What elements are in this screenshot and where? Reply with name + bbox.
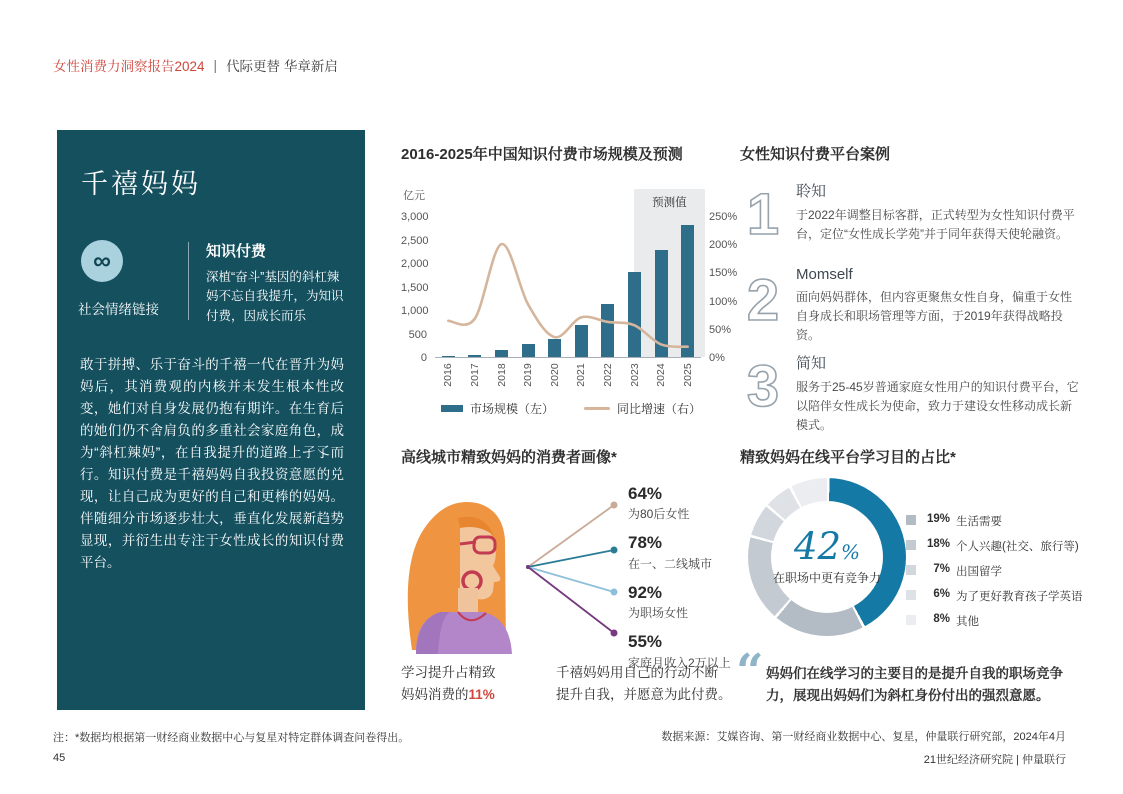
fact-item xyxy=(628,583,731,621)
fact-item xyxy=(628,484,731,522)
legend-row xyxy=(906,613,1083,629)
page-number: 45 xyxy=(53,752,66,764)
right-axis-tick: 250% xyxy=(709,211,738,223)
right-axis-tick: 150% xyxy=(709,267,738,280)
learning-purpose-donut xyxy=(748,478,906,636)
legend-swatch xyxy=(906,615,916,625)
x-axis-label: 2018 xyxy=(495,363,508,387)
x-axis-label: 2025 xyxy=(681,363,694,387)
fact-label: 为80后女性 xyxy=(628,507,690,522)
note-line: 提升自我，并愿意为此付费。 xyxy=(556,686,732,702)
legend-item-line xyxy=(584,400,701,417)
fact-value: 55% xyxy=(628,632,663,652)
profile-facts xyxy=(628,484,731,682)
consumption-note xyxy=(401,662,496,705)
left-axis-tick: 500 xyxy=(408,328,427,341)
case-name: Momself xyxy=(796,266,853,283)
legend-row xyxy=(906,513,1083,529)
persona-icon-label: 社会情绪链接 xyxy=(78,302,159,317)
y-axis-unit: 亿元 xyxy=(403,190,425,202)
case-description: 于2022年调整目标客群，正式转型为女性知识付费平台，定位“女性成长学苑”并于同年获得天使轮融资。 xyxy=(796,208,1075,242)
line-swatch xyxy=(584,407,610,410)
fact-label: 在一、二线城市 xyxy=(628,556,713,571)
legend-swatch xyxy=(906,590,916,600)
legend-label: 为了更好教育孩子学英语 xyxy=(956,591,1083,603)
market-size-chart xyxy=(401,185,738,430)
legend-swatch xyxy=(906,540,916,550)
donut-center-value: 42% xyxy=(793,525,861,568)
topic-title: 知识付费 xyxy=(206,243,267,260)
data-source: 数据来源：艾媒咨询、第一财经商业数据中心、复星，仲量联行研究部，2024年4月 xyxy=(661,731,1066,743)
case-body xyxy=(796,266,1080,346)
fact-label: 家庭月收入2万以上 xyxy=(628,655,731,670)
x-axis-label: 2016 xyxy=(442,363,455,387)
legend-item-bar xyxy=(441,400,554,417)
left-axis-tick: 0 xyxy=(420,352,427,364)
right-axis-tick: 200% xyxy=(709,239,738,252)
fact-value: 92% xyxy=(628,582,663,602)
legend-line-label: 同比增速（右） xyxy=(617,402,702,416)
x-axis-label: 2021 xyxy=(575,363,588,387)
infinity-icon: ∞ xyxy=(81,240,123,282)
donut-section-title: 精致妈妈在线平台学习目的占比* xyxy=(740,449,956,466)
case-name: 简知 xyxy=(796,355,827,372)
report-title: 女性消费力洞察报告2024 xyxy=(53,59,205,74)
growth-line xyxy=(435,217,701,358)
left-axis-tick: 2,500 xyxy=(401,234,429,247)
x-axis-label: 2024 xyxy=(655,363,668,387)
right-axis-tick: 50% xyxy=(709,323,732,336)
persona-topic xyxy=(206,240,346,326)
legend-bar-label: 市场规模（左） xyxy=(470,402,555,416)
right-axis-tick: 100% xyxy=(709,295,738,308)
right-axis-tick: 0% xyxy=(709,352,725,364)
chart-legend xyxy=(441,400,701,417)
svg-text:3: 3 xyxy=(746,354,780,416)
x-axis-label: 2023 xyxy=(628,363,641,387)
mom-illustration xyxy=(402,492,520,654)
case-name: 聆知 xyxy=(796,183,827,200)
quote-text: 妈妈们在线学习的主要目的是提升自我的职场竞争力，展现出妈妈们为斜杠身份付出的强烈意愿。 xyxy=(766,666,1063,703)
chapter-title: 代际更替 华章新启 xyxy=(226,59,338,74)
case-item-momself xyxy=(740,266,1080,346)
legend-pct: 6% xyxy=(933,588,950,600)
legend-row xyxy=(906,563,1083,579)
forecast-label: 预测值 xyxy=(652,197,687,209)
header-separator: | xyxy=(213,57,218,73)
profile-section-title: 高线城市精致妈妈的消费者画像* xyxy=(401,449,617,466)
case-body xyxy=(796,352,1080,436)
x-axis-label: 2020 xyxy=(548,363,561,387)
persona-card xyxy=(57,130,365,710)
left-axis-tick: 2,000 xyxy=(401,258,429,270)
market-chart-title: 2016-2025年中国知识付费市场规模及预测 xyxy=(401,146,683,163)
left-axis-tick: 1,000 xyxy=(401,305,429,317)
case-number-1 xyxy=(740,180,786,244)
donut-center xyxy=(771,501,883,613)
donut-legend xyxy=(906,513,1083,638)
legend-label: 出国留学 xyxy=(956,566,1002,578)
case-number-2 xyxy=(740,266,786,330)
left-axis-tick: 1,500 xyxy=(401,281,429,294)
left-axis-tick: 3,000 xyxy=(401,211,429,223)
case-number-3 xyxy=(740,352,786,416)
legend-row xyxy=(906,538,1083,554)
svg-text:1: 1 xyxy=(746,182,780,244)
topic-description: 深植“奋斗”基因的斜杠辣妈不忘自我提升，为知识付费，因成长而乐 xyxy=(206,270,344,323)
cases-section-title: 女性知识付费平台案例 xyxy=(740,146,891,163)
page-header xyxy=(53,55,338,75)
fact-label: 为职场女性 xyxy=(628,606,689,621)
fact-value: 64% xyxy=(628,484,663,503)
chart-plot-area xyxy=(435,197,701,358)
legend-swatch xyxy=(906,565,916,575)
case-description: 服务于25-45岁普通家庭女性用户的知识付费平台，它以陪伴女性成长为使命，致力于建设女性移动成长新模式。 xyxy=(796,380,1079,433)
bar-swatch xyxy=(441,405,463,412)
svg-text:2: 2 xyxy=(746,268,780,330)
note-line: 学习提升占精致 xyxy=(401,665,496,680)
legend-swatch xyxy=(906,515,916,525)
x-axis-label: 2019 xyxy=(522,363,535,387)
quote-icon: “ xyxy=(736,644,764,700)
case-description: 面向妈妈群体，但内容更聚焦女性自身，偏重于女性自身成长和职场管理等方面，于2019年获得战略投资。 xyxy=(796,290,1073,343)
note-line: 千禧妈妈用自己的行动不断 xyxy=(556,665,718,680)
legend-pct: 19% xyxy=(926,513,950,525)
vertical-divider xyxy=(188,242,189,320)
donut-center-label: 在职场中更有竞争力 xyxy=(772,571,881,585)
legend-pct: 18% xyxy=(926,538,950,550)
persona-body-text: 敢于拼搏、乐于奋斗的千禧一代在晋升为妈妈后，其消费观的内核并未发生根本性改变，她们对自身发展仍抱有期许。在生育后的她们仍不舍肩负的多重社会家庭角色，成为“斜杠辣妈”，在自我提升的道路上孑孓而行。知识付费是千禧妈妈自我投资意愿的兑现，让自己成为更好的自己和更棒的妈妈。伴随细分市场逐步壮大，垂直化发展新趋势显现，并衍生出专注于女性成长的知识付费平台。 xyxy=(80,357,344,570)
persona-title: 千禧妈妈 xyxy=(81,169,201,199)
case-item-jianzhi xyxy=(740,352,1080,436)
footnote: 注：*数据均根据第一财经商业数据中心与复星对特定群体调查问卷得出。 xyxy=(53,732,410,744)
case-body xyxy=(796,180,1080,244)
note-line: 妈妈消费的 xyxy=(401,686,469,702)
legend-label: 生活需要 xyxy=(956,516,1002,528)
fact-value: 78% xyxy=(628,533,663,553)
legend-row xyxy=(906,588,1083,604)
highlight-percentage: 11% xyxy=(468,686,495,702)
case-item-lingzhi xyxy=(740,180,1080,244)
legend-pct: 8% xyxy=(933,613,950,625)
legend-label: 其他 xyxy=(956,616,979,628)
x-axis-label: 2022 xyxy=(601,363,614,387)
legend-label: 个人兴趣(社交、旅行等) xyxy=(956,541,1079,553)
fact-item xyxy=(628,533,731,571)
x-axis-label: 2017 xyxy=(468,363,481,387)
summary-note xyxy=(556,662,732,705)
publisher: 21世纪经济研究院 | 仲量联行 xyxy=(923,754,1066,766)
legend-pct: 7% xyxy=(933,563,950,575)
callout-lines xyxy=(521,500,621,640)
